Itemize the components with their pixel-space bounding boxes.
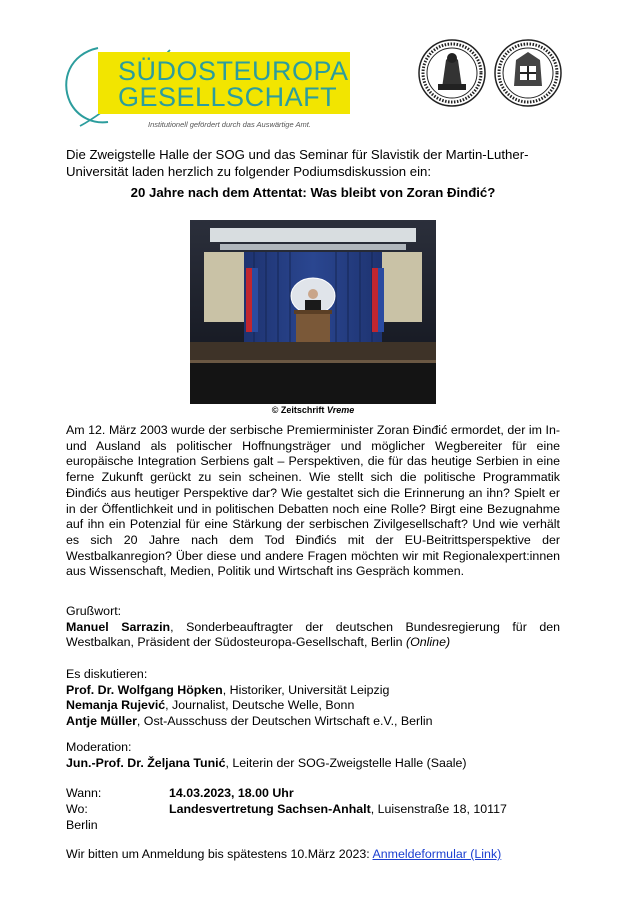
greeting-name: Manuel Sarrazin [66,619,171,634]
panel-section [66,667,560,730]
greeting-section [66,604,560,651]
intro-text: Die Zweigstelle Halle der SOG und das Seminar für Slavistik der Martin-Luther-Universität laden herzlich zu folgender Podiumsdiskussion ein: [66,147,529,179]
photo-caption: © Zeitschrift Vreme [271,405,355,415]
when-row [66,786,560,802]
where-value: Landesvertretung Sachsen-Anhalt, Luisenstraße 18, 10117 [169,802,507,816]
registration-line [66,847,560,863]
logo-line-2: GESELLSCHAFT [118,82,338,112]
press-conference-image-icon [190,220,436,404]
speaker-item: Prof. Dr. Wolfgang Höpken, Historiker, Universität Leipzig [66,682,390,697]
panel-label: Es diskutieren: [66,667,148,681]
when-label: Wann: [66,786,102,800]
where-label: Wo: [66,802,88,816]
event-description: Am 12. März 2003 wurde der serbische Premierminister Zoran Đinđić ermordet, der im In- und Ausland als politischer Hoffnungsträger und möglicher Wegbereiter für eine europäische Integration Serbiens galt – Perspektiven, die für das heutige Serbien in eine ferne Zukunft gerückt zu sein scheinen. Wie stellt sich die politische Programmatik Đinđićs aus heutiger Perspektive dar? Wie gestaltet sich die Erinnerung an ihn? Spielt er in der Öffentlichkeit und in politischen Debatten noch eine Rolle? Birgt eine Bezugnahme auf ihn ein Potenzial für eine Stärkung der serbischen Zivilgesellschaft? Und wie verhält es sich 20 Jahre nach dem Tod Đinđićs mit der EU-Beitrittsperspektive der Westbalkanregion? Über diese und andere Fragen möchten wir mit Regionalexpert:innen aus Wissenschaft, Medien, Politik und Wirtschaft ins Gespräch kommen. [66,423,560,579]
moderation-label: Moderation: [66,740,132,754]
event-photo [190,220,436,404]
when-value: 14.03.2023, 18.00 Uhr [169,786,294,800]
logo-subtitle: Institutionell gefördert durch das Auswärtige Amt. [148,120,311,129]
where-row [66,802,560,818]
speaker-item: Nemanja Rujević, Journalist, Deutsche Welle, Bonn [66,698,355,713]
where-city: Berlin [66,818,98,832]
greeting-online: (Online) [406,635,451,650]
greeting-entry: Manuel Sarrazin, Sonderbeauftragter der deutschen Bundesregierung für den Westbalkan, Präsident der Südosteuropa-Gesellschaft, Berlin (Online) [66,619,561,650]
moderation-entry: Jun.-Prof. Dr. Željana Tunić, Leiterin der SOG-Zweigstelle Halle (Saale) [66,755,467,770]
logo-line-1: SÜDOSTEUROPA [118,56,349,86]
university-seal-icon [419,40,485,106]
moderation-section [66,740,560,771]
seminar-seal-icon [495,40,561,106]
greeting-label: Grußwort: [66,604,122,618]
caption-italic: Vreme [326,405,355,415]
registration-text: Wir bitten um Anmeldung bis spätestens 10.März 2023: [66,847,373,861]
speaker-item: Antje Müller, Ost-Ausschuss der Deutschen Wirtschaft e.V., Berlin [66,714,433,729]
event-headline: 20 Jahre nach dem Attentat: Was bleibt von Zoran Đinđić? [130,185,496,200]
seals [416,38,566,108]
event-details [66,786,560,834]
sog-logo [60,40,360,130]
registration-link[interactable]: Anmeldeformular (Link) [372,847,502,861]
